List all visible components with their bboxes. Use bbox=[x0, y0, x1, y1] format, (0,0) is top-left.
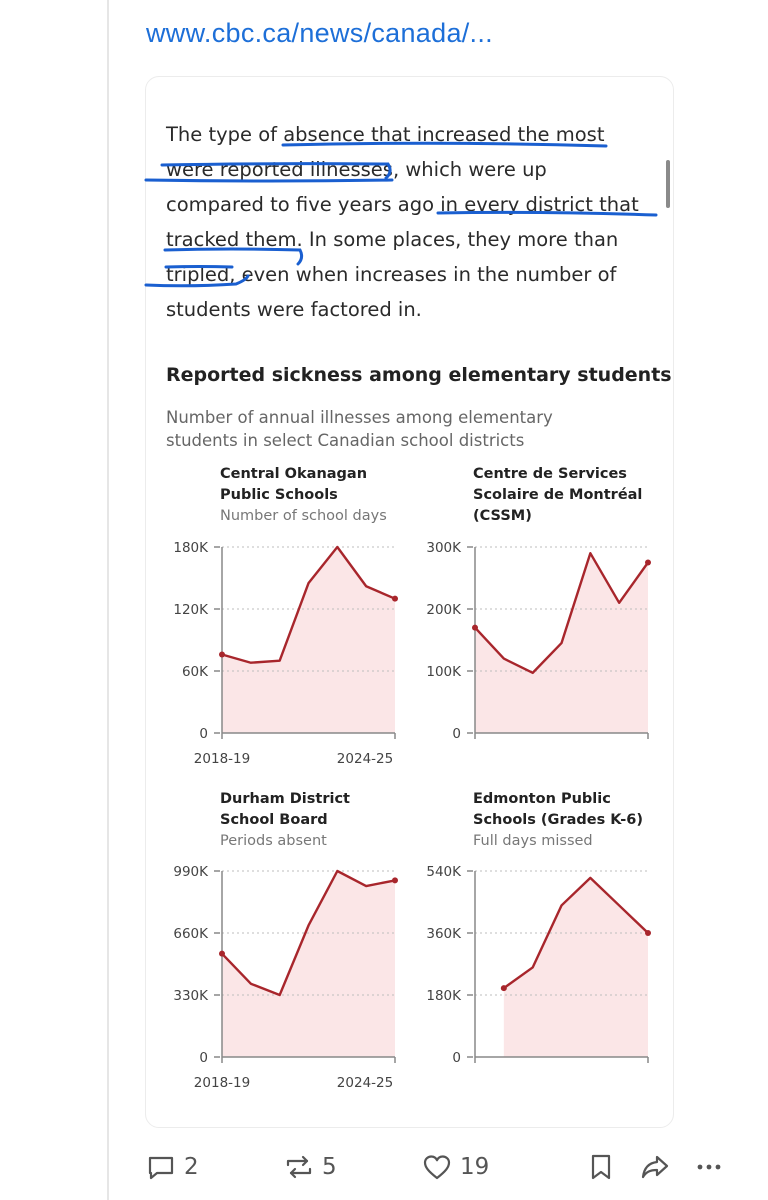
share-arrow-icon bbox=[640, 1152, 670, 1182]
x-tick-label: 2018-19 bbox=[193, 1075, 251, 1091]
data-point bbox=[645, 930, 651, 936]
repost-button[interactable] bbox=[284, 1145, 337, 1189]
like-button[interactable] bbox=[422, 1145, 489, 1189]
y-tick-label: 120K bbox=[173, 602, 208, 618]
more-dots-icon bbox=[694, 1152, 724, 1182]
panel-title-line: Schools (Grades K-6) bbox=[473, 812, 643, 828]
y-tick-label: 180K bbox=[173, 540, 208, 556]
y-tick-label: 660K bbox=[173, 926, 208, 942]
panel-unit: Number of school days bbox=[220, 508, 387, 524]
reply-count: 2 bbox=[184, 1154, 199, 1180]
panel-title-line: Public Schools bbox=[220, 487, 338, 503]
y-tick-label: 300K bbox=[426, 540, 461, 556]
data-point bbox=[501, 985, 507, 991]
x-tick-label: 2024-25 bbox=[336, 751, 394, 767]
bookmark-icon bbox=[586, 1152, 616, 1182]
chart-area-fill bbox=[222, 871, 395, 1057]
repost-count: 5 bbox=[322, 1154, 337, 1180]
paragraph-line: were reported illnesses, which were up bbox=[166, 158, 547, 181]
article-link[interactable]: www.cbc.ca/news/canada/... bbox=[146, 18, 493, 48]
panel-title-line: Edmonton Public bbox=[473, 791, 611, 807]
paragraph-line: tripled, even when increases in the number of bbox=[166, 263, 617, 286]
repost-arrows-icon bbox=[284, 1152, 314, 1182]
chart-area-fill bbox=[222, 547, 395, 733]
post-action-bar bbox=[0, 1145, 768, 1189]
y-tick-label: 0 bbox=[199, 726, 208, 742]
paragraph-line: tracked them. In some places, they more than bbox=[166, 228, 619, 251]
y-tick-label: 200K bbox=[426, 602, 461, 618]
figure-title: Reported sickness among elementary students bbox=[166, 364, 672, 386]
speech-bubble-icon bbox=[146, 1152, 176, 1182]
paragraph-line: The type of absence that increased the most bbox=[166, 123, 605, 146]
x-tick-label: 2018-19 bbox=[193, 751, 251, 767]
panel-title-line: Durham District bbox=[220, 791, 350, 807]
y-tick-label: 60K bbox=[181, 664, 208, 680]
share-button[interactable] bbox=[640, 1145, 670, 1189]
panel-unit: Full days missed bbox=[473, 833, 593, 849]
panel-title-line: Central Okanagan bbox=[220, 466, 368, 482]
data-point bbox=[472, 625, 478, 631]
bookmark-button[interactable] bbox=[586, 1145, 616, 1189]
panel-title-line: Centre de Services bbox=[473, 466, 627, 482]
y-tick-label: 0 bbox=[199, 1050, 208, 1066]
y-tick-label: 990K bbox=[173, 864, 208, 880]
data-point bbox=[392, 877, 398, 883]
x-tick-label: 2024-25 bbox=[336, 1075, 394, 1091]
reply-button[interactable] bbox=[146, 1145, 199, 1189]
data-point bbox=[392, 596, 398, 602]
figure-subtitle-line: Number of annual illnesses among elementary bbox=[166, 408, 553, 427]
paragraph-line: students were factored in. bbox=[166, 298, 422, 321]
y-tick-label: 0 bbox=[452, 726, 461, 742]
y-tick-label: 330K bbox=[173, 988, 208, 1004]
chart-area-fill bbox=[504, 878, 648, 1057]
more-button[interactable] bbox=[694, 1145, 724, 1189]
paragraph-line: compared to five years ago in every district that bbox=[166, 193, 639, 216]
y-tick-label: 360K bbox=[426, 926, 461, 942]
y-tick-label: 100K bbox=[426, 664, 461, 680]
panel-title-line: (CSSM) bbox=[473, 508, 532, 524]
y-tick-label: 180K bbox=[426, 988, 461, 1004]
panel-title-line: Scolaire de Montréal bbox=[473, 487, 643, 503]
y-tick-label: 540K bbox=[426, 864, 461, 880]
panel-unit: Periods absent bbox=[220, 833, 327, 849]
data-point bbox=[219, 951, 225, 957]
data-point bbox=[219, 651, 225, 657]
figure-subtitle-line: students in select Canadian school districts bbox=[166, 431, 525, 450]
panel-title-line: School Board bbox=[220, 812, 328, 828]
y-tick-label: 0 bbox=[452, 1050, 461, 1066]
heart-icon bbox=[422, 1152, 452, 1182]
data-point bbox=[645, 560, 651, 566]
like-count: 19 bbox=[460, 1154, 490, 1180]
